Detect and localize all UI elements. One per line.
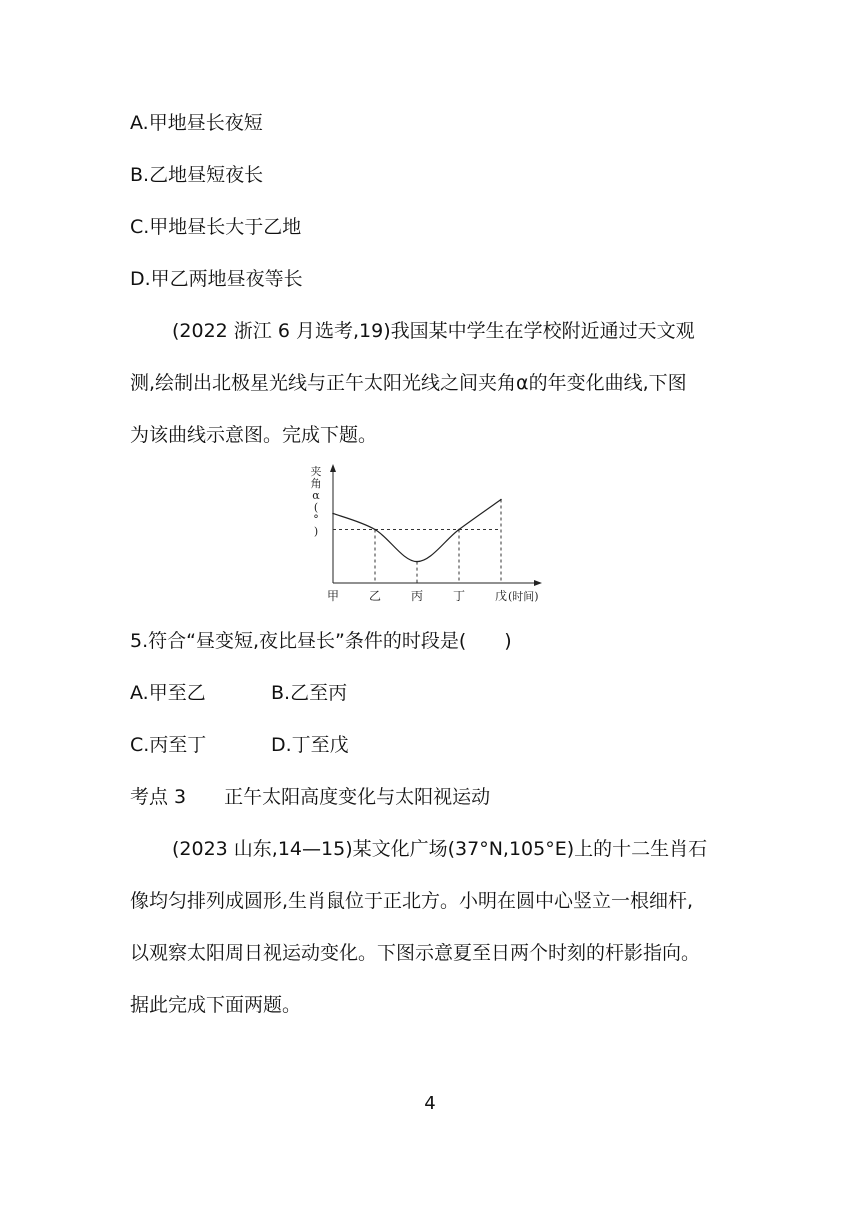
section-3-heading: 考点 3 正午太阳高度变化与太阳视运动 [130, 786, 491, 808]
angle-chart [300, 464, 560, 606]
question-5-option-a: A.甲至乙 [130, 682, 206, 704]
x-tick-label: 戊 [494, 589, 508, 603]
intro-2023-line1: (2023 山东,14—15)某文化广场(37°N,105°E)上的十二生肖石 [172, 838, 708, 860]
question-5-row2 [130, 733, 349, 757]
intro-2023-line4: 据此完成下面两题。 [130, 994, 302, 1016]
option-b: B.乙地昼短夜长 [130, 164, 264, 186]
intro-2022-line1: (2022 浙江 6 月选考,19)我国某中学生在学校附近通过天文观 [172, 320, 695, 342]
intro-2023-line2: 像均匀排列成圆形,生肖鼠位于正北方。小明在圆中心竖立一根细杆, [130, 890, 694, 912]
y-axis-label: 夹角 α ( ° ) [310, 465, 322, 538]
x-axis-arrow [534, 580, 542, 586]
question-5-option-b: B.乙至丙 [271, 682, 348, 704]
x-tick-label: 乙 [368, 589, 382, 603]
question-5-option-c: C.丙至丁 [130, 734, 207, 756]
option-a: A.甲地昼长夜短 [130, 112, 263, 134]
question-5-row1 [130, 681, 348, 705]
data-point [416, 561, 418, 563]
x-tick-label: 丁 [452, 589, 466, 603]
x-tick-label: 甲 [326, 589, 340, 603]
intro-2022-line2: 测,绘制出北极星光线与正午太阳光线之间夹角α的年变化曲线,下图 [130, 372, 687, 394]
option-c: C.甲地昼长大于乙地 [130, 216, 302, 238]
intro-2023-line3: 以观察太阳周日视运动变化。下图示意夏至日两个时刻的杆影指向。 [130, 942, 701, 964]
question-5-option-d: D.丁至戊 [271, 734, 349, 756]
y-axis-arrow [330, 464, 336, 472]
intro-2022-line3: 为该曲线示意图。完成下题。 [130, 424, 378, 446]
x-axis-label: (时间) [508, 590, 539, 603]
data-point [458, 529, 460, 531]
data-point [374, 529, 376, 531]
page-number: 4 [424, 1093, 436, 1114]
option-d: D.甲乙两地昼夜等长 [130, 268, 303, 290]
data-point [332, 513, 334, 515]
series-line [333, 500, 501, 562]
data-point [500, 499, 502, 501]
x-tick-label: 丙 [410, 589, 424, 603]
question-5-stem: 5.符合“昼变短,夜比昼长”条件的时段是( ) [130, 630, 512, 652]
